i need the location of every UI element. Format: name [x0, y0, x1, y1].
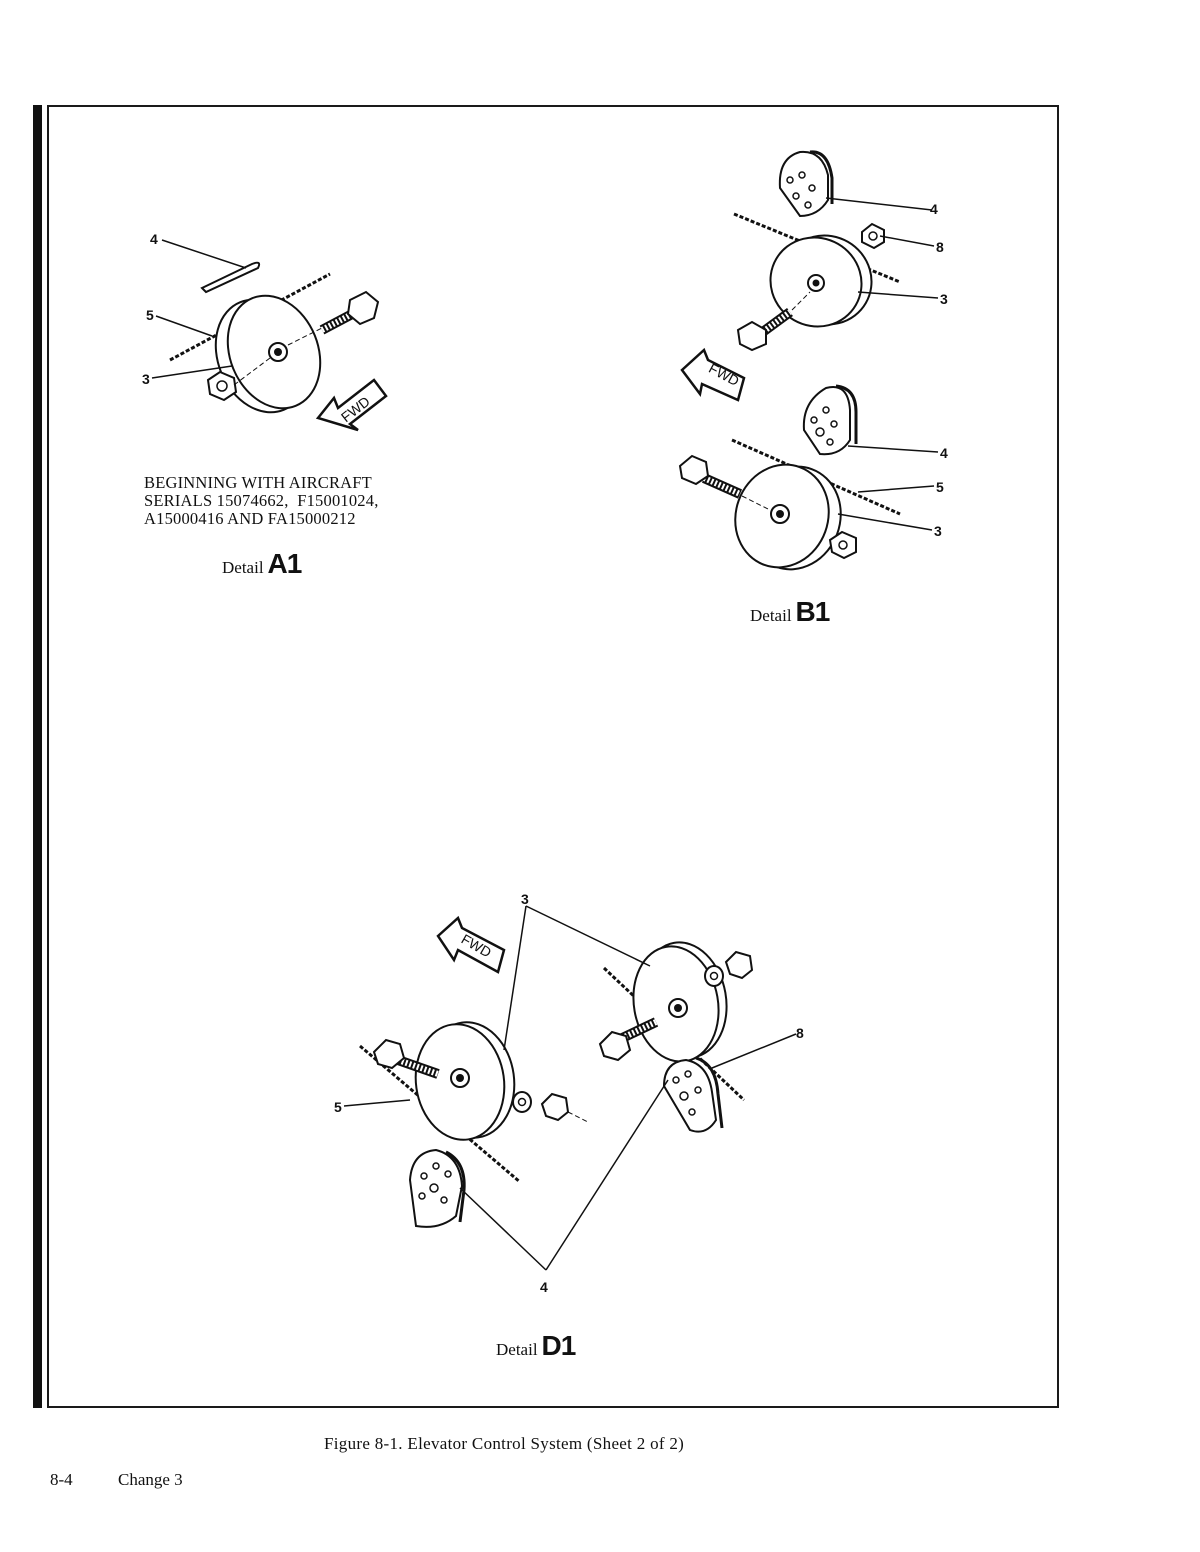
nut	[726, 952, 752, 978]
bolt	[322, 292, 378, 330]
cable-guard	[664, 1058, 722, 1132]
change-label: Change 3	[118, 1470, 183, 1489]
detail-b1-label: Detail B1	[750, 596, 830, 627]
callout-3: 3	[142, 371, 150, 387]
callout-3: 3	[940, 291, 948, 307]
svg-text:FWD: FWD	[706, 359, 742, 390]
callout-3: 3	[521, 891, 529, 907]
callout-4: 4	[930, 201, 938, 217]
callout-4: 4	[150, 231, 158, 247]
callout-5: 5	[936, 479, 944, 495]
pulley	[408, 1016, 521, 1145]
callout-4: 4	[940, 445, 948, 461]
pulley	[199, 282, 336, 427]
fwd-arrow	[438, 918, 504, 972]
detail-b1-drawing	[680, 152, 948, 583]
nut	[208, 372, 236, 400]
pulley	[721, 451, 855, 582]
detail-d1-label: Detail D1	[496, 1330, 576, 1361]
cable-guard	[780, 152, 832, 216]
callout-5: 5	[334, 1099, 342, 1115]
bolt	[680, 456, 740, 494]
detail-a1-drawing	[142, 231, 386, 430]
cable-guard	[804, 386, 856, 454]
detail-a1-label: Detail A1	[222, 548, 302, 579]
pulley	[625, 936, 736, 1069]
cotter-pin	[202, 263, 259, 292]
detail-d1-drawing	[334, 891, 804, 1295]
page-number: 8-4	[50, 1470, 73, 1489]
callout-4: 4	[540, 1279, 548, 1295]
callout-8: 8	[936, 239, 944, 255]
figure-caption: Figure 8-1. Elevator Control System (Sheet 2 of 2)	[324, 1434, 685, 1453]
nut	[542, 1094, 568, 1120]
callout-8: 8	[796, 1025, 804, 1041]
svg-text:FWD: FWD	[458, 930, 495, 961]
fwd-arrow	[318, 380, 386, 430]
fwd-arrow	[682, 350, 744, 400]
cable-guard	[410, 1150, 464, 1227]
callout-5: 5	[146, 307, 154, 323]
serial-effectivity-note: BEGINNING WITH AIRCRAFT SERIALS 15074662, F15001024, A15000416 AND FA15000212	[144, 473, 379, 528]
callout-3: 3	[934, 523, 942, 539]
svg-text:FWD: FWD	[337, 393, 373, 426]
bolt	[738, 312, 790, 350]
